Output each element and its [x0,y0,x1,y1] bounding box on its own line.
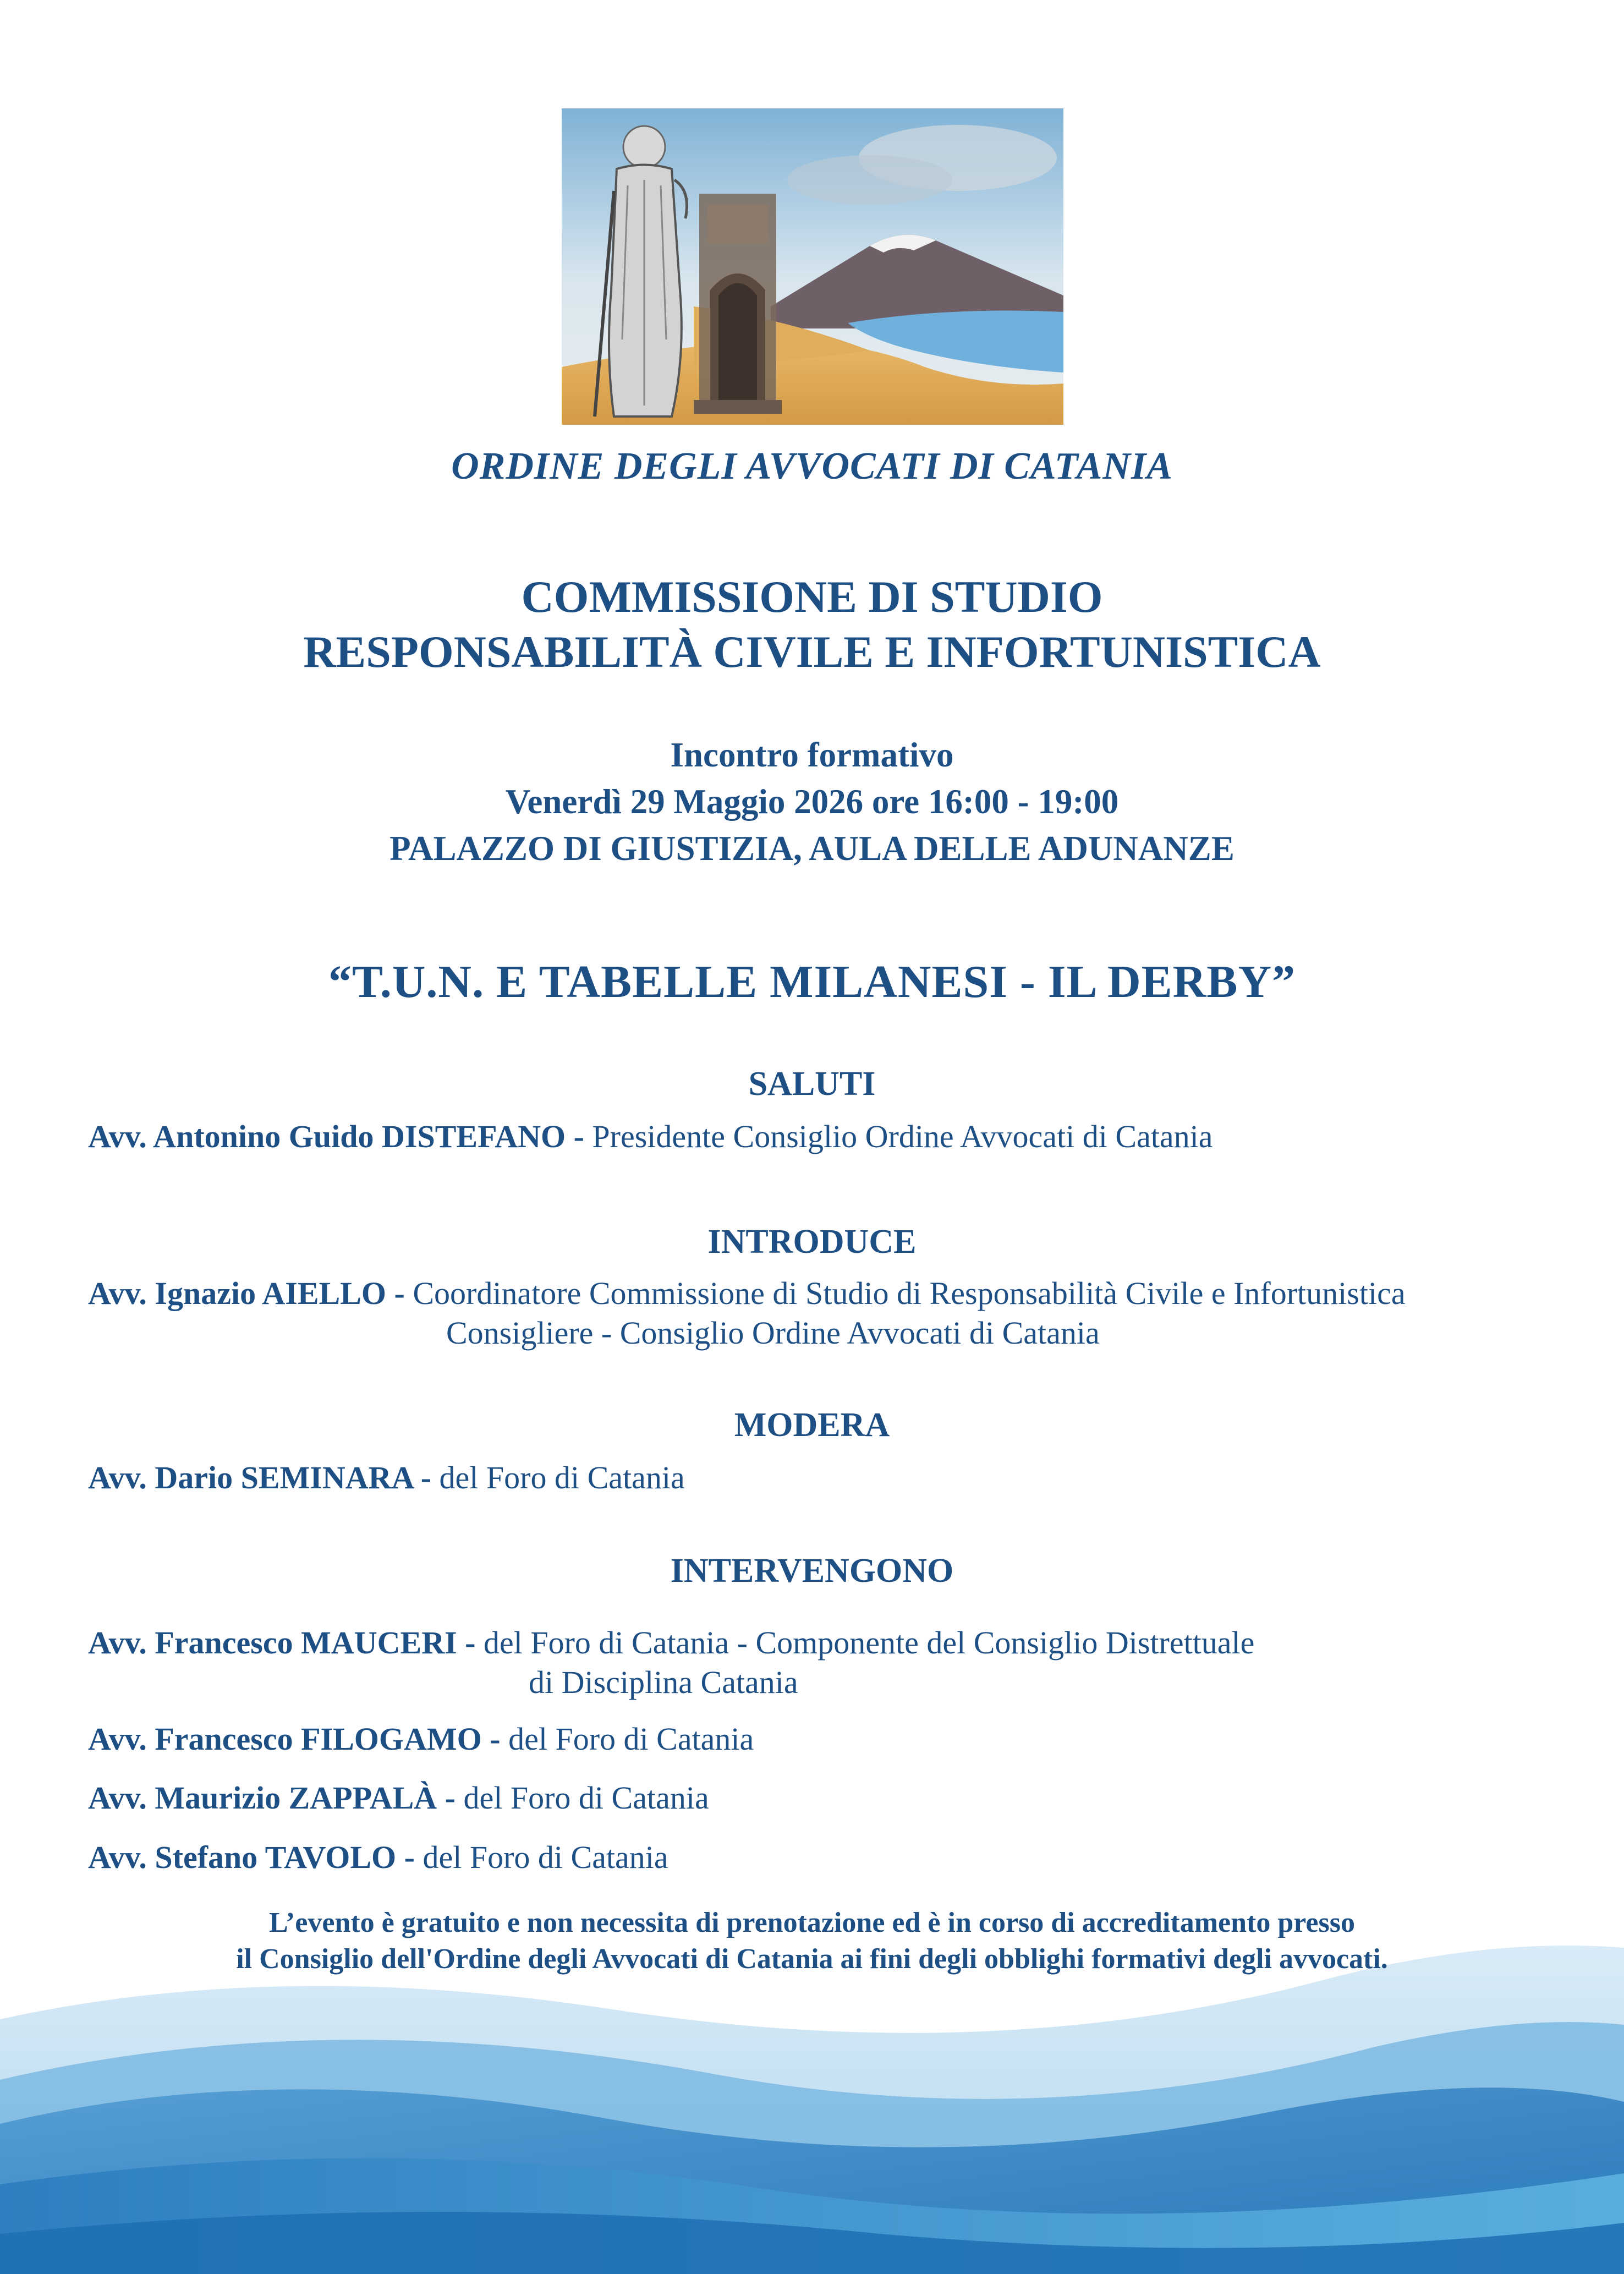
footer-line-1: L’evento è gratuito e non necessita di prenotazione ed è in corso di accreditamento presso [269,1907,1355,1938]
speaker-role-line-2: Consigliere - Consiglio Ordine Avvocati di Catania [446,1315,1100,1351]
speaker-name: Avv. Stefano TAVOLO - [88,1839,415,1875]
speaker-tavolo [88,1838,668,1877]
event-date-time: Venerdì 29 Maggio 2026 ore 16:00 - 19:00 [505,782,1119,821]
speaker-name: Avv. Francesco MAUCERI - [88,1625,476,1661]
speaker-role: del Foro di Catania [508,1721,754,1757]
speaker-role: Presidente Consiglio Ordine Avvocati di Catania [592,1119,1213,1154]
section-heading-intervengono: INTERVENGONO [670,1552,954,1590]
speaker-aiello [88,1274,1406,1353]
event-type: Incontro formativo [670,736,954,774]
speaker-zappala [88,1778,709,1818]
speaker-role: del Foro di Catania - Componente del Consiglio Distrettuale [483,1625,1255,1661]
speaker-name: Avv. Ignazio AIELLO - [88,1275,405,1311]
footer-note [0,1905,1624,1977]
event-venue: PALAZZO DI GIUSTIZIA, AULA DELLE ADUNANZE [389,829,1235,868]
speaker-mauceri [88,1623,1254,1702]
speaker-role-line-2: di Disciplina Catania [529,1664,798,1700]
speaker-distefano [88,1117,1213,1157]
event-details [0,732,1624,872]
speaker-role: del Foro di Catania [423,1839,668,1875]
wave-decoration [0,1937,1624,2274]
section-heading-saluti: SALUTI [748,1065,876,1103]
speaker-name: Avv. Dario SEMINARA - [88,1460,432,1495]
logo-illustration [562,108,1063,425]
footer-line-2: il Consiglio dell'Ordine degli Avvocati di Catania ai fini degli obblighi formativi degli avvocati. [236,1943,1388,1975]
speaker-role: Coordinatore Commissione di Studio di Responsabilità Civile e Infortunistica [413,1275,1406,1311]
organization-title: ORDINE DEGLI AVVOCATI DI CATANIA [451,445,1173,487]
speaker-role: del Foro di Catania [439,1460,685,1495]
speaker-name: Avv. Maurizio ZAPPALÀ - [88,1780,456,1816]
commission-line-1: COMMISSIONE DI STUDIO [521,572,1103,622]
event-title: “T.U.N. E TABELLE MILANESI - IL DERBY” [328,956,1296,1007]
speaker-filogamo [88,1719,754,1759]
section-heading-introduce: INTRODUCE [707,1223,917,1261]
commission-line-2: RESPONSABILITÀ CIVILE E INFORTUNISTICA [303,627,1321,677]
section-heading-modera: MODERA [734,1406,890,1444]
speaker-role: del Foro di Catania [463,1780,709,1816]
commission-title [0,569,1624,680]
speaker-name: Avv. Francesco FILOGAMO - [88,1721,501,1757]
speaker-name: Avv. Antonino Guido DISTEFANO - [88,1119,584,1154]
speaker-seminara [88,1458,685,1498]
